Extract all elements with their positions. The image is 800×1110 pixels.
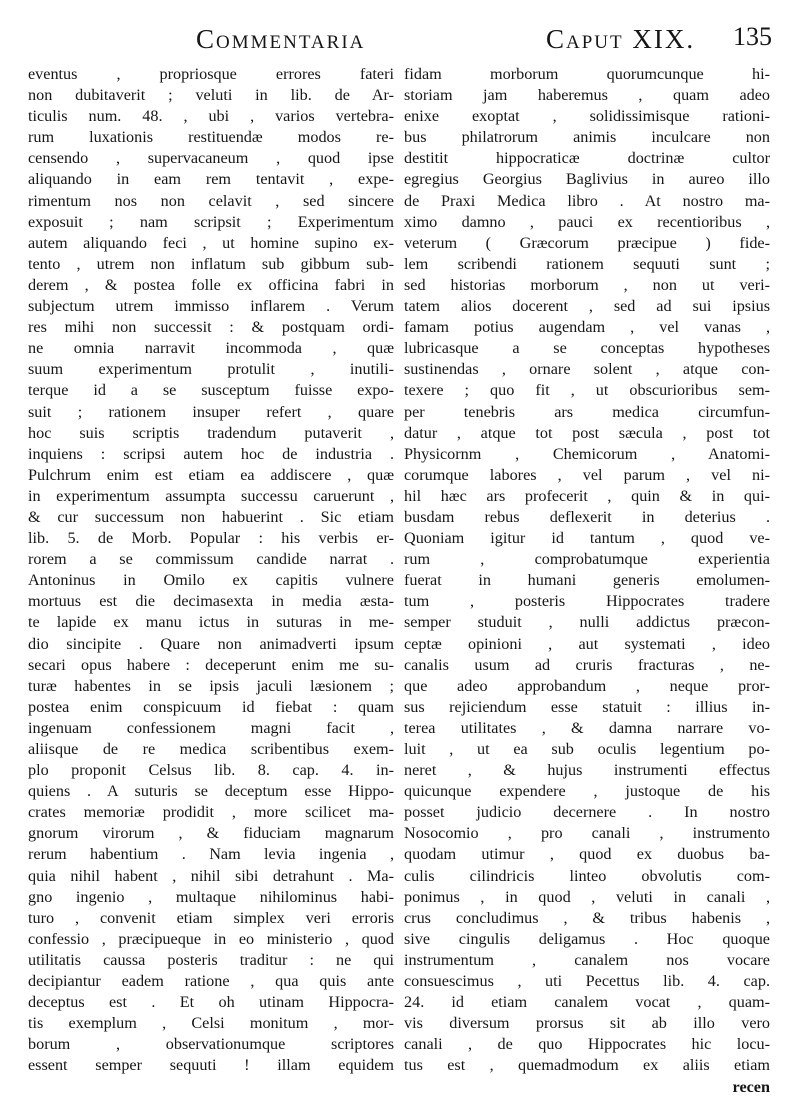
text-line: subjectum utrem immisso inflarem . Verum xyxy=(28,297,394,316)
text-line: destitit hippocraticæ doctrinæ cultor xyxy=(404,149,770,168)
text-line: 24. id etiam canalem vocat , quam- xyxy=(404,993,770,1012)
text-line: posset judicio decernere . In nostro xyxy=(404,803,770,822)
text-line: hoc suis scriptis tradendum putaverit , xyxy=(28,423,394,442)
right-text-column xyxy=(404,64,770,1098)
text-line: rorem a se commissum candide narrat . xyxy=(28,550,394,569)
text-line: sed historias morborum , non ut veri- xyxy=(404,275,770,294)
text-line: res mihi non successit : & postquam ordi- xyxy=(28,318,394,337)
left-text-column xyxy=(28,64,394,1077)
text-line: ceptæ opinioni , aut systemati , ideo xyxy=(404,634,770,653)
text-line: que adeo approbandum , neque pror- xyxy=(404,676,770,695)
text-line: secari opus habere : deceperunt enim me su- xyxy=(28,655,394,674)
text-line: rerum habentium . Nam levia ingenia , xyxy=(28,845,394,864)
text-line: sus rejiciendum esse statuit : illius in- xyxy=(404,697,770,716)
text-line: ingenuam confessionem magni facit , xyxy=(28,718,394,737)
text-line: Physicornm , Chemicorum , Anatomi- xyxy=(404,444,770,463)
text-line: aliquando in eam rem tentavit , expe- xyxy=(28,170,394,189)
text-line: corumque labores , vel parum , vel ni- xyxy=(404,465,770,484)
page-number: 135 xyxy=(733,22,772,51)
text-line: quodam utimur , quod ex duobus ba- xyxy=(404,845,770,864)
text-line: Antoninus in Omilo ex capitis vulnere xyxy=(28,571,394,590)
text-line: egregius Georgius Baglivius in aureo illo xyxy=(404,170,770,189)
text-line: tento , utrem non inflatum sub gibbum sub- xyxy=(28,254,394,273)
text-line: & cur successum non habuerint . Sic etiam xyxy=(28,507,394,526)
header-title-right: Caput XIX. xyxy=(546,24,696,54)
text-line: ponimus , in quod , veluti in canali , xyxy=(404,887,770,906)
text-line: quiens . A suturis se deceptum esse Hippo- xyxy=(28,782,394,801)
text-line: lib. 5. de Morb. Popular : his verbis er- xyxy=(28,529,394,548)
text-line: decipiantur eadem ratione , qua quis ante xyxy=(28,972,394,991)
text-line: suit ; rationem insuper refert , quare xyxy=(28,402,394,421)
text-line: deceptus est . Et oh utinam Hippocra- xyxy=(28,993,394,1012)
catchword: recen xyxy=(732,1077,770,1096)
text-line: ximo damno , pauci ex recentioribus , xyxy=(404,212,770,231)
text-line: Pulchrum enim est etiam ea addiscere , quæ xyxy=(28,465,394,484)
text-line: fidam morborum quorumcunque hi- xyxy=(404,65,770,83)
text-line: de Praxi Medica libro . At nostro ma- xyxy=(404,191,770,210)
text-line: veterum ( Græcorum præcipue ) fide- xyxy=(404,233,770,252)
text-line: quicunque expendere , justoque de his xyxy=(404,782,770,801)
text-line: bus philatrorum animis inculcare non xyxy=(404,128,770,147)
text-line: plo proponit Celsus lib. 8. cap. 4. in- xyxy=(28,761,394,780)
text-line: inquiens : scripsi autem hoc de industria . xyxy=(28,444,394,463)
text-line: lem scribendi rationem sequuti sunt ; xyxy=(404,254,770,273)
text-line: luit , ut ea sub oculis legentium po- xyxy=(404,740,770,758)
text-line: turo , convenit etiam simplex veri erroris xyxy=(28,908,394,927)
text-line: texere ; quo fit , ut obscurioribus sem- xyxy=(404,381,770,400)
text-line: neret , & hujus instrumenti effectus xyxy=(404,761,770,780)
text-line: censendo , supervacaneum , quod ipse xyxy=(28,149,394,168)
text-line: sive cingulis deligamus . Hoc quoque xyxy=(404,929,770,948)
text-line: eventus , propriosque errores fateri xyxy=(28,65,394,83)
text-line: derem , & postea folle ex officina fabri in xyxy=(28,275,394,294)
text-line: suum experimentum protulit , inutili- xyxy=(28,360,394,379)
text-line: terque id a se susceptum fuisse expo- xyxy=(28,381,394,400)
text-line: quia nihil habent , nihil sibi detrahunt . Ma- xyxy=(28,866,394,885)
running-header xyxy=(150,20,780,60)
text-line: essent semper sequuti ! illam equidem xyxy=(28,1056,394,1075)
text-line: tus est , quemadmodum ex aliis etiam xyxy=(404,1056,770,1075)
text-line: mortuus est die decimasexta in media æsta- xyxy=(28,592,394,611)
text-line: vis diversum prorsus sit ab illo vero xyxy=(404,1014,770,1033)
text-line: ticulis num. 48. , ubi , varios vertebra- xyxy=(28,107,394,126)
text-line: dio sincipite . Quare non animadverti ipsum xyxy=(28,634,394,653)
text-line: instrumentum , canalem nos vocare xyxy=(404,950,770,969)
text-line: in experimentum assumpta successu caruerunt , xyxy=(28,486,394,505)
text-line: tum , posteris Hippocrates tradere xyxy=(404,592,770,611)
text-line: per tenebris ars medica circumfun- xyxy=(404,402,770,421)
text-line: ne omnia narravit incommoda , quæ xyxy=(28,339,394,358)
text-line: semper studuit , nulli addictus præcon- xyxy=(404,613,770,632)
text-line: Quoniam igitur id tantum , quod ve- xyxy=(404,529,770,548)
text-line: storiam jam haberemus , quam adeo xyxy=(404,86,770,105)
text-line: postea enim conspicuum id fiebat : quam xyxy=(28,697,394,716)
text-line: non dubitaverit ; veluti in lib. de Ar- xyxy=(28,86,394,105)
text-line: hil hæc ars profecerit , quin & in qui- xyxy=(404,486,770,505)
text-line: tatem alios docerent , sed ad sui ipsius xyxy=(404,297,770,316)
text-line: Nosocomio , pro canali , instrumento xyxy=(404,824,770,843)
text-line: lubricasque a se conceptas hypotheses xyxy=(404,339,770,358)
text-line: rum , comprobatumque experientia xyxy=(404,550,770,569)
text-line: confessio , præcipueque in eo ministerio , quod xyxy=(28,929,394,948)
text-line: datur , atque tot post sæcula , post tot xyxy=(404,423,770,442)
text-line: borum , observationumque scriptores xyxy=(28,1035,394,1054)
text-line: canalis usum ad cruris fracturas , ne- xyxy=(404,655,770,674)
text-line: culis cilindricis linteo obvolutis com- xyxy=(404,866,770,885)
text-line: busdam rebus deflexerit in deterius . xyxy=(404,507,770,526)
text-line: exposuit ; nam scripsit ; Experimentum xyxy=(28,212,394,231)
text-line: sustinendas , ornare solent , atque con- xyxy=(404,360,770,379)
text-line: gnorum virorum , & fiduciam magnarum xyxy=(28,824,394,843)
text-line: turæ habentes in se ipsis jaculi læsionem ; xyxy=(28,676,394,695)
text-line: consuescimus , uti Pecettus lib. 4. cap. xyxy=(404,972,770,991)
text-line: te lapide ex manu ictus in suturas in me- xyxy=(28,613,394,632)
text-line: rum luxationis restituendæ modos re- xyxy=(28,128,394,147)
text-line: famam potius augendam , vel vanas , xyxy=(404,318,770,337)
text-line: gno ingenio , multaque nihilominus habi- xyxy=(28,887,394,906)
text-line: canali , de quo Hippocrates hic locu- xyxy=(404,1035,770,1054)
text-line: tis exemplum , Celsi monitum , mor- xyxy=(28,1014,394,1033)
text-line: enixe exoptat , solidissimisque rationi- xyxy=(404,107,770,126)
text-line: crus concludimus , & tribus habenis , xyxy=(404,908,770,927)
text-line: rimentum nos non celavit , sed sincere xyxy=(28,191,394,210)
header-title-left: Commentaria xyxy=(196,24,366,54)
text-line: autem aliquando feci , ut homine supino ex- xyxy=(28,233,394,252)
text-line: utilitatis caussa posteris traditur : ne qui xyxy=(28,950,394,969)
text-line: crates memoriæ prodidit , more scilicet ma- xyxy=(28,803,394,822)
text-line: terea utilitates , & damna narrare vo- xyxy=(404,718,770,737)
text-line: fuerat in humani generis emolumen- xyxy=(404,571,770,590)
text-line: aliisque de re medica scribentibus exem- xyxy=(28,740,394,758)
